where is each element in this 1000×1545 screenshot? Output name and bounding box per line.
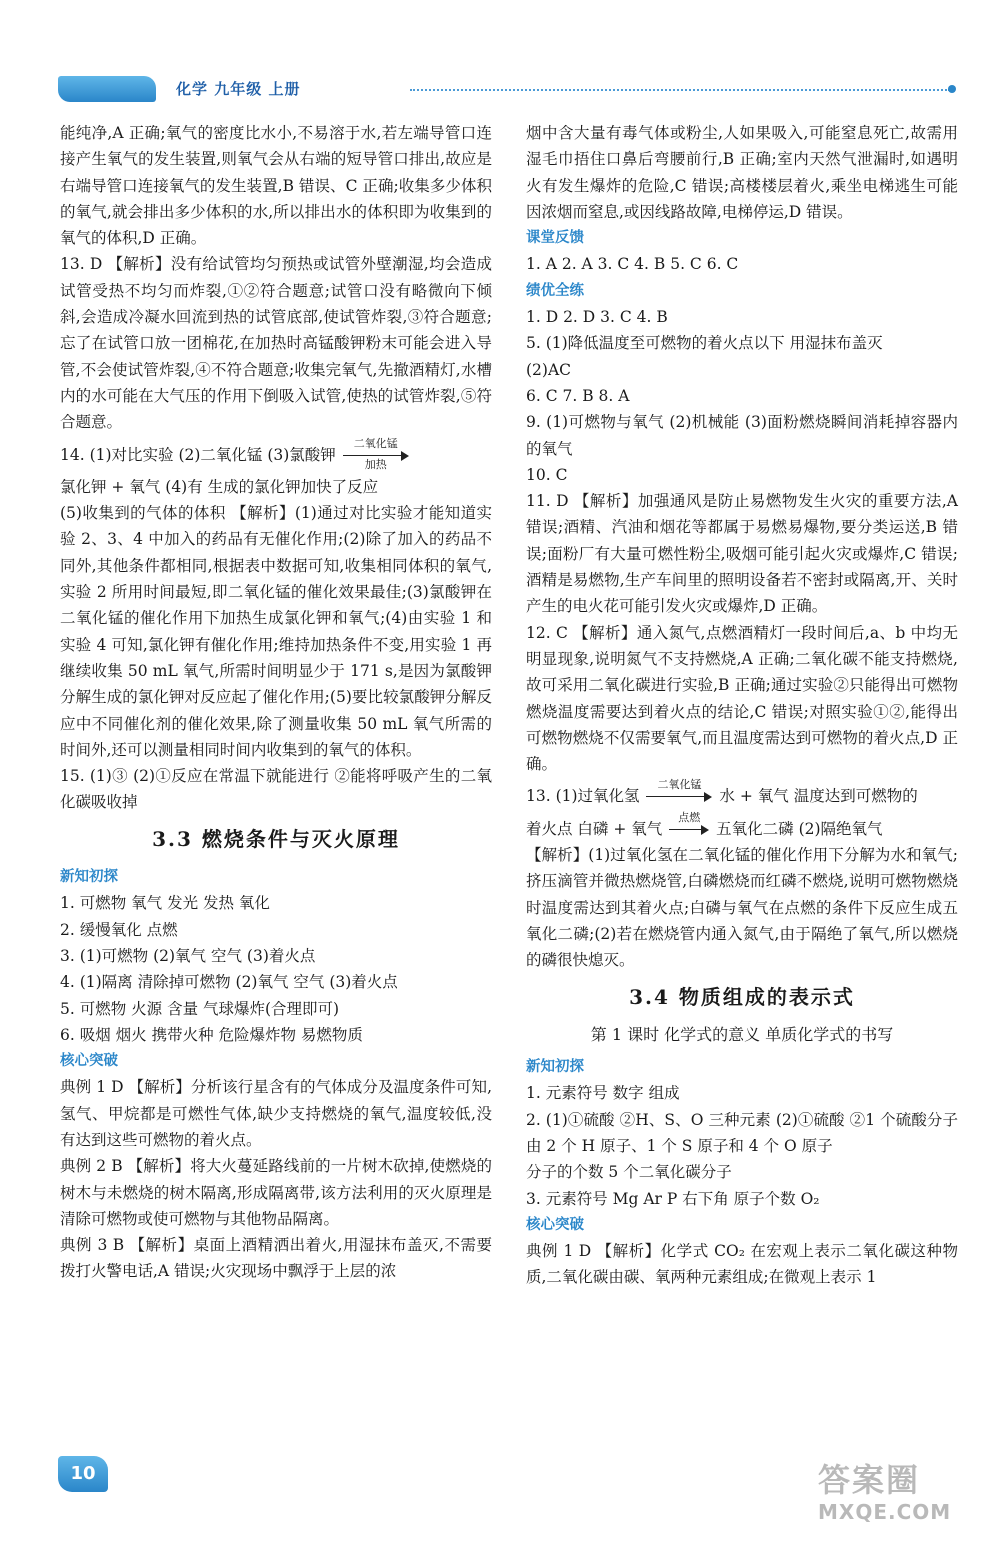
answer-12: 12. C 【解析】通入氮气,点燃酒精灯一段时间后,a、b 中均无明显现象,说明氮气不支持燃烧,A 正确;二氧化碳不能支持燃烧,故可采用二氧化碳进行实验,B 正确;通过实验②只能得出可燃物燃烧温度需要达到着火点的结论,C 错误;对照实验①②,能得出可燃物燃烧不仅需要氧气,而且温度需达到可燃物的着火点,D 正确。 [526,623,958,774]
example-1: 典例 1 D 【解析】分析该行星含有的气体成分及温度条件可知,氢气、甲烷都是可燃性气体,缺少支持燃烧的氧气,温度较低,没有达到这些可燃物的着火点。 [60,1078,492,1149]
list-item: 1. A 2. A 3. C 4. B 5. C 6. C [526,255,739,274]
answer-14-part-c: (5)收集到的气体的体积 【解析】(1)通过对比实验才能知道实验 2、3、4 中加入的药品有无催化作用;(2)除了加入的药品不同外,其他条件都相同,根据表中数据可知,收集相同体积的氧气,实验 2 所用时间最短,即二氧化锰的催化效果最佳;(3)氯酸钾在二氧化锰的催化作用下加热生成氯化钾和氧气;(4)由实验 1 和实验 4 可知,氯化钾有催化作用;维持加热条件不变,用实验 1 再继续收集 50 mL 氧气,所需时间明显少于 171 s,是因为氯酸钾分解生成的氯化钾对反应起了催化作用;(5)要比较氯酸钾分解反应中不同催化剂的催化效果,除了测量收集 50 mL 氧气所需的时间外,还可以测量相同时间内收集到的氧气的体积。 [60,504,492,759]
section-label: 绩优全练 [526,282,584,299]
list-item: 6. 吸烟 烟火 携带火种 危险爆炸物 易燃物质 [60,1025,363,1044]
list-item: 3. 元素符号 Mg Ar P 右下角 原子个数 O₂ [526,1189,820,1208]
list-item: 3. (1)可燃物 (2)氧气 空气 (3)着火点 [60,946,316,965]
list-item: 4. (1)隔离 清除掉可燃物 (2)氧气 空气 (3)着火点 [60,973,398,992]
example-2: 典例 2 B 【解析】将大火蔓延路线前的一片树木砍掉,使燃烧的树木与未燃烧的树木隔离,形成隔离带,该方法利用的灭火原理是清除可燃物或使可燃物与其他物品隔离。 [60,1157,492,1228]
list-item: (2)AC [526,360,572,379]
arrow-condition-top: 二氧化锰 [353,436,398,450]
reaction-arrow [669,810,709,840]
list-item: 1. 元素符号 数字 组成 [526,1084,680,1103]
answer-13-line-2 [526,810,958,842]
page-header [58,76,958,104]
paragraph: 能纯净,A 正确;氧气的密度比水小,不易溶于水,若左端导管口连接产生氧气的发生装置,则氧气会从右端的短导管口排出,故应是右端导管口连接氧气的发生装置,B 错误、C 正确;收集多少体积的氧气,就会排出多少体积的水,所以排出水的体积即为收集到的氧气的体积,D 正确。 [60,124,492,248]
answer-13 [526,778,958,809]
page-number: 10 [58,1456,108,1492]
answer-14 [60,436,492,471]
header-badge [58,76,156,102]
section-heading: 3.4 物质组成的表示式 [629,984,855,1009]
answer-13-part-c: 着火点 白磷 + 氧气 [526,819,663,838]
list-item: 9. (1)可燃物与氧气 (2)机械能 (3)面粉燃烧瞬间消耗掉容器内的氧气 [526,413,958,458]
list-item: 5. (1)降低温度至可燃物的着火点以下 用湿抹布盖灭 [526,334,883,353]
header-divider-end [948,85,956,93]
lesson-heading: 第 1 课时 化学式的意义 单质化学式的书写 [590,1024,894,1044]
answer-13-part-a: 13. (1)过氧化氢 [526,787,640,806]
section-label: 核心突破 [60,1053,118,1070]
list-item: 2. (1)①硫酸 ②H、S、O 三种元素 (2)①硫酸 ②1 个硫酸分子由 2 个 H 原子、1 个 S 原子和 4 个 O 原子 [526,1110,958,1155]
answer-14-part-b: 氯化钾 + 氧气 (4)有 生成的氯化钾加快了反应 [60,477,379,496]
section-label: 核心突破 [526,1216,584,1233]
watermark-url: MXQE.COM [818,1500,952,1524]
list-item: 6. C 7. B 8. A [526,386,630,405]
left-column [60,120,492,1285]
paragraph: 烟中含大量有毒气体或粉尘,人如果吸入,可能窒息死亡,故需用湿毛巾捂住口鼻后弯腰前行,B 正确;室内天然气泄漏时,如遇明火有发生爆炸的危险,C 错误;高楼楼层着火,乘坐电梯逃生可能因浓烟而窒息,或因线路故障,电梯停运,D 错误。 [526,124,958,221]
section-heading: 3.3 燃烧条件与灭火原理 [152,826,400,851]
section-label: 新知初探 [526,1059,584,1076]
watermark-logo [818,1460,968,1534]
arrow-condition-bottom: 加热 [364,457,387,471]
reaction-arrow [343,436,409,471]
section-label: 课堂反馈 [526,230,584,247]
list-item: 10. C [526,465,568,484]
section-label: 新知初探 [60,869,118,886]
answer-15: 15. (1)③ (2)①反应在常温下就能进行 ②能将呼吸产生的二氧化碳吸收掉 [60,767,492,812]
reaction-arrow [646,778,712,807]
example-3: 典例 3 B 【解析】桌面上酒精洒出着火,用湿抹布盖灭,不需要拨打火警电话,A 错误;火灾现场中飘浮于上层的浓 [60,1236,492,1281]
answer-13-analysis: 【解析】(1)过氧化氢在二氧化锰的催化作用下分解为水和氧气;挤压滴管并微热燃烧管,白磷燃烧而红磷不燃烧,说明可燃物燃烧时温度需达到其着火点;白磷与氧气在点燃的条件下反应生成五氧化二磷;(2)若在燃烧管内通入氮气,由于隔绝了氧气,所以燃烧的磷很快熄灭。 [526,846,958,970]
arrow-condition-top: 点燃 [678,810,701,824]
list-item: 2. 缓慢氧化 点燃 [60,920,178,939]
header-title: 化学 九年级 上册 [176,80,301,98]
answer-14-part-a: 14. (1)对比实验 (2)二氧化锰 (3)氯酸钾 [60,445,336,464]
list-item: 1. D 2. D 3. C 4. B [526,308,668,327]
answer-13: 13. D 【解析】没有给试管均匀预热或试管外壁潮湿,均会造成试管受热不均匀而炸裂,①②符合题意;试管口没有略微向下倾斜,会造成冷凝水回流到热的试管底部,使试管炸裂,③符合题意;忘了在试管口放一团棉花,在加热时高锰酸钾粉末可能会进入导管,不会使试管炸裂,④不符合题意;收集完氧气,先撤酒精灯,水槽内的水可能在大气压的作用下倒吸入试管,使热的试管炸裂,⑤符合题意。 [60,255,492,432]
arrow-condition-top: 二氧化锰 [657,778,702,792]
answer-13-part-b: 水 + 氧气 温度达到可燃物的 [719,787,918,806]
right-column [526,120,958,1291]
watermark-text: 答案圈 [818,1461,921,1499]
header-divider [410,89,950,91]
list-item: 1. 可燃物 氧气 发光 发热 氧化 [60,894,270,913]
example-1: 典例 1 D 【解析】化学式 CO₂ 在宏观上表示二氧化碳这种物质,二氧化碳由碳、氧两种元素组成;在微观上表示 1 [526,1242,958,1287]
list-item: 5. 可燃物 火源 含量 气球爆炸(合理即可) [60,999,340,1018]
answer-13-part-d: 五氧化二磷 (2)隔绝氧气 [716,819,883,838]
list-item: 分子的个数 5 个二氧化碳分子 [526,1163,732,1182]
answer-11: 11. D 【解析】加强通风是防止易燃物发生火灾的重要方法,A 错误;酒精、汽油和烟花等都属于易燃易爆物,要分类运送,B 错误;面粉厂有大量可燃性粉尘,吸烟可能引起火灾或爆炸,C 错误;酒精是易燃物,生产车间里的照明设备若不密封或隔离,开、关时产生的电火花可能引发火灾或爆炸,D 正确。 [526,492,958,616]
